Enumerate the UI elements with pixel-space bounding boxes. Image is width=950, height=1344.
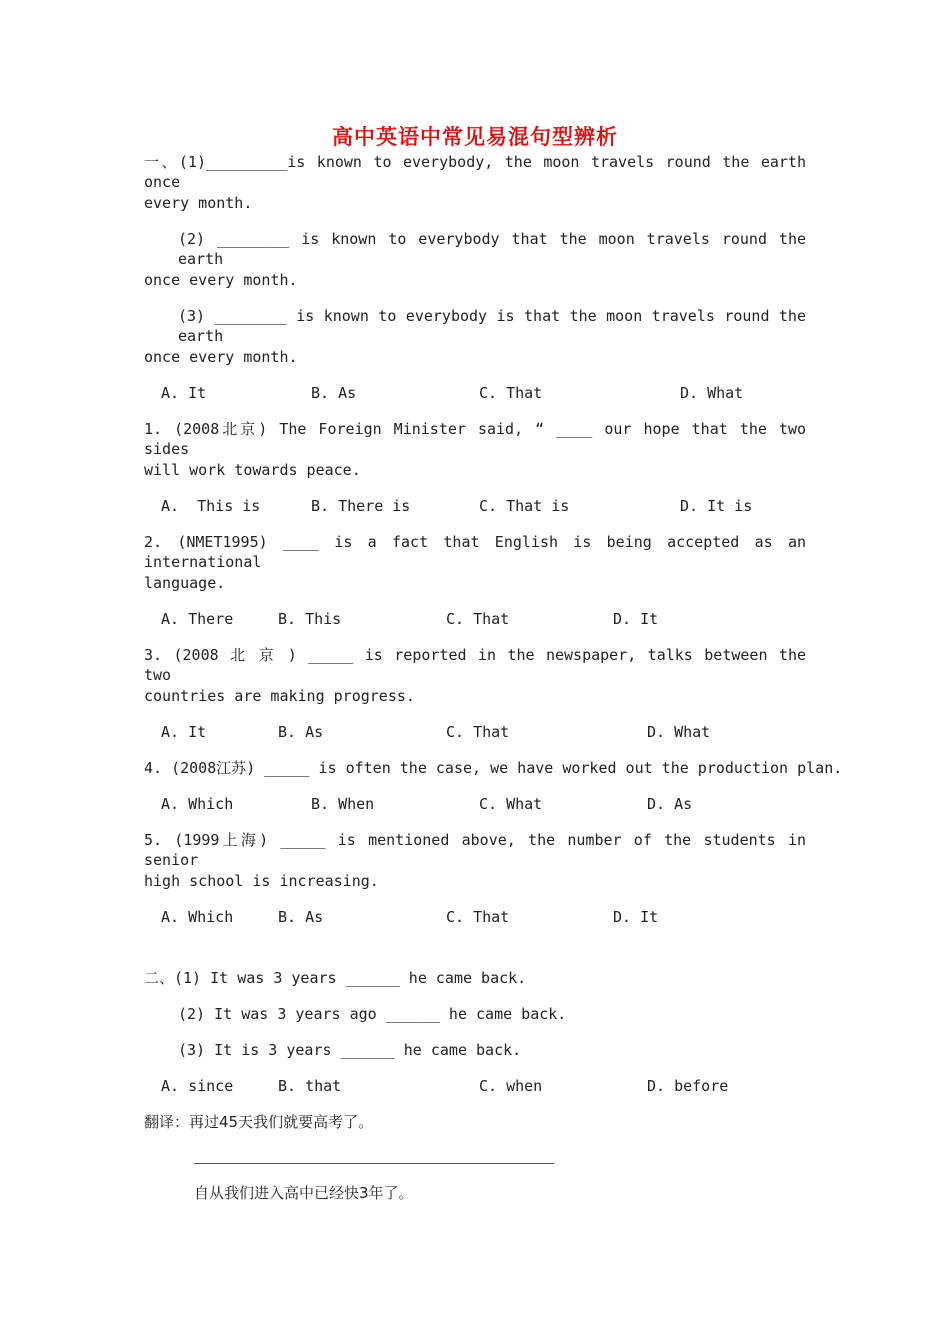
item3-option-a: A. It	[161, 723, 207, 741]
item2-line1: 2. (NMET1995) ____ is a fact that English is being accepted as an international	[144, 533, 806, 571]
item5-line2: high school is increasing.	[144, 872, 379, 890]
answer-line	[194, 1163, 554, 1164]
item1-option-b: B. There is	[311, 497, 411, 515]
item4-option-d: D. As	[647, 795, 693, 813]
item4-line1: 4. (2008江苏) _____ is often the case, we have worked out the production plan.	[144, 759, 843, 777]
s2-q3: (3) It is 3 years ______ he came back.	[178, 1041, 522, 1059]
s2-q2: (2) It was 3 years ago ______ he came back.	[178, 1005, 567, 1023]
s2-option-b: B. that	[278, 1077, 342, 1095]
s1-option-c: C. That	[479, 384, 543, 402]
item5-option-c: C. That	[446, 908, 510, 926]
item3-line1: 3. (2008 北 京 ) _____ is reported in the newspaper, talks between the two	[144, 646, 806, 684]
item3-option-c: C. That	[446, 723, 510, 741]
item4-option-a: A. Which	[161, 795, 234, 813]
item5-line1: 5. (1999上海) _____ is mentioned above, the number of the students in senior	[144, 831, 806, 869]
item5-option-b: B. As	[278, 908, 324, 926]
item2-option-b: B. This	[278, 610, 342, 628]
s1-option-d: D. What	[680, 384, 744, 402]
item1-line1: 1. (2008北京) The Foreign Minister said, “ ____ our hope that the two sides	[144, 420, 806, 458]
s2-option-a: A. since	[161, 1077, 234, 1095]
item4-option-b: B. When	[311, 795, 375, 813]
item2-line2: language.	[144, 574, 226, 592]
s1-option-b: B. As	[311, 384, 357, 402]
item3-option-d: D. What	[647, 723, 711, 741]
s2-q1: 二、(1) It was 3 years ______ he came back.	[144, 969, 527, 987]
item1-line2: will work towards peace.	[144, 461, 361, 479]
item2-option-a: A. There	[161, 610, 234, 628]
page-title: 高中英语中常见易混句型辨析	[332, 125, 618, 149]
item3-option-b: B. As	[278, 723, 324, 741]
item1-option-c: C. That is	[479, 497, 570, 515]
item1-option-d: D. It is	[680, 497, 753, 515]
s1-q1-line2: every month.	[144, 194, 253, 212]
translate-sentence-2: 自从我们进入高中已经快3年了。	[194, 1184, 414, 1202]
item2-option-d: D. It	[613, 610, 659, 628]
item5-option-a: A. Which	[161, 908, 234, 926]
s1-q2-line1: (2) ________ is known to everybody that the moon travels round the earth	[178, 230, 806, 268]
item2-option-c: C. That	[446, 610, 510, 628]
s1-q3-line1: (3) ________ is known to everybody is that the moon travels round the earth	[178, 307, 806, 345]
s2-option-d: D. before	[647, 1077, 729, 1095]
translate-label: 翻译：再过45天我们就要高考了。	[144, 1113, 374, 1131]
s1-q1-line1: 一、(1)_________is known to everybody, the moon travels round the earth once	[144, 153, 806, 191]
item4-option-c: C. What	[479, 795, 543, 813]
item1-option-a: A. This is	[161, 497, 261, 515]
item5-option-d: D. It	[613, 908, 659, 926]
s1-q2-line2: once every month.	[144, 271, 298, 289]
item3-line2: countries are making progress.	[144, 687, 415, 705]
s2-option-c: C. when	[479, 1077, 543, 1095]
s1-option-a: A. It	[161, 384, 207, 402]
s1-q3-line2: once every month.	[144, 348, 298, 366]
